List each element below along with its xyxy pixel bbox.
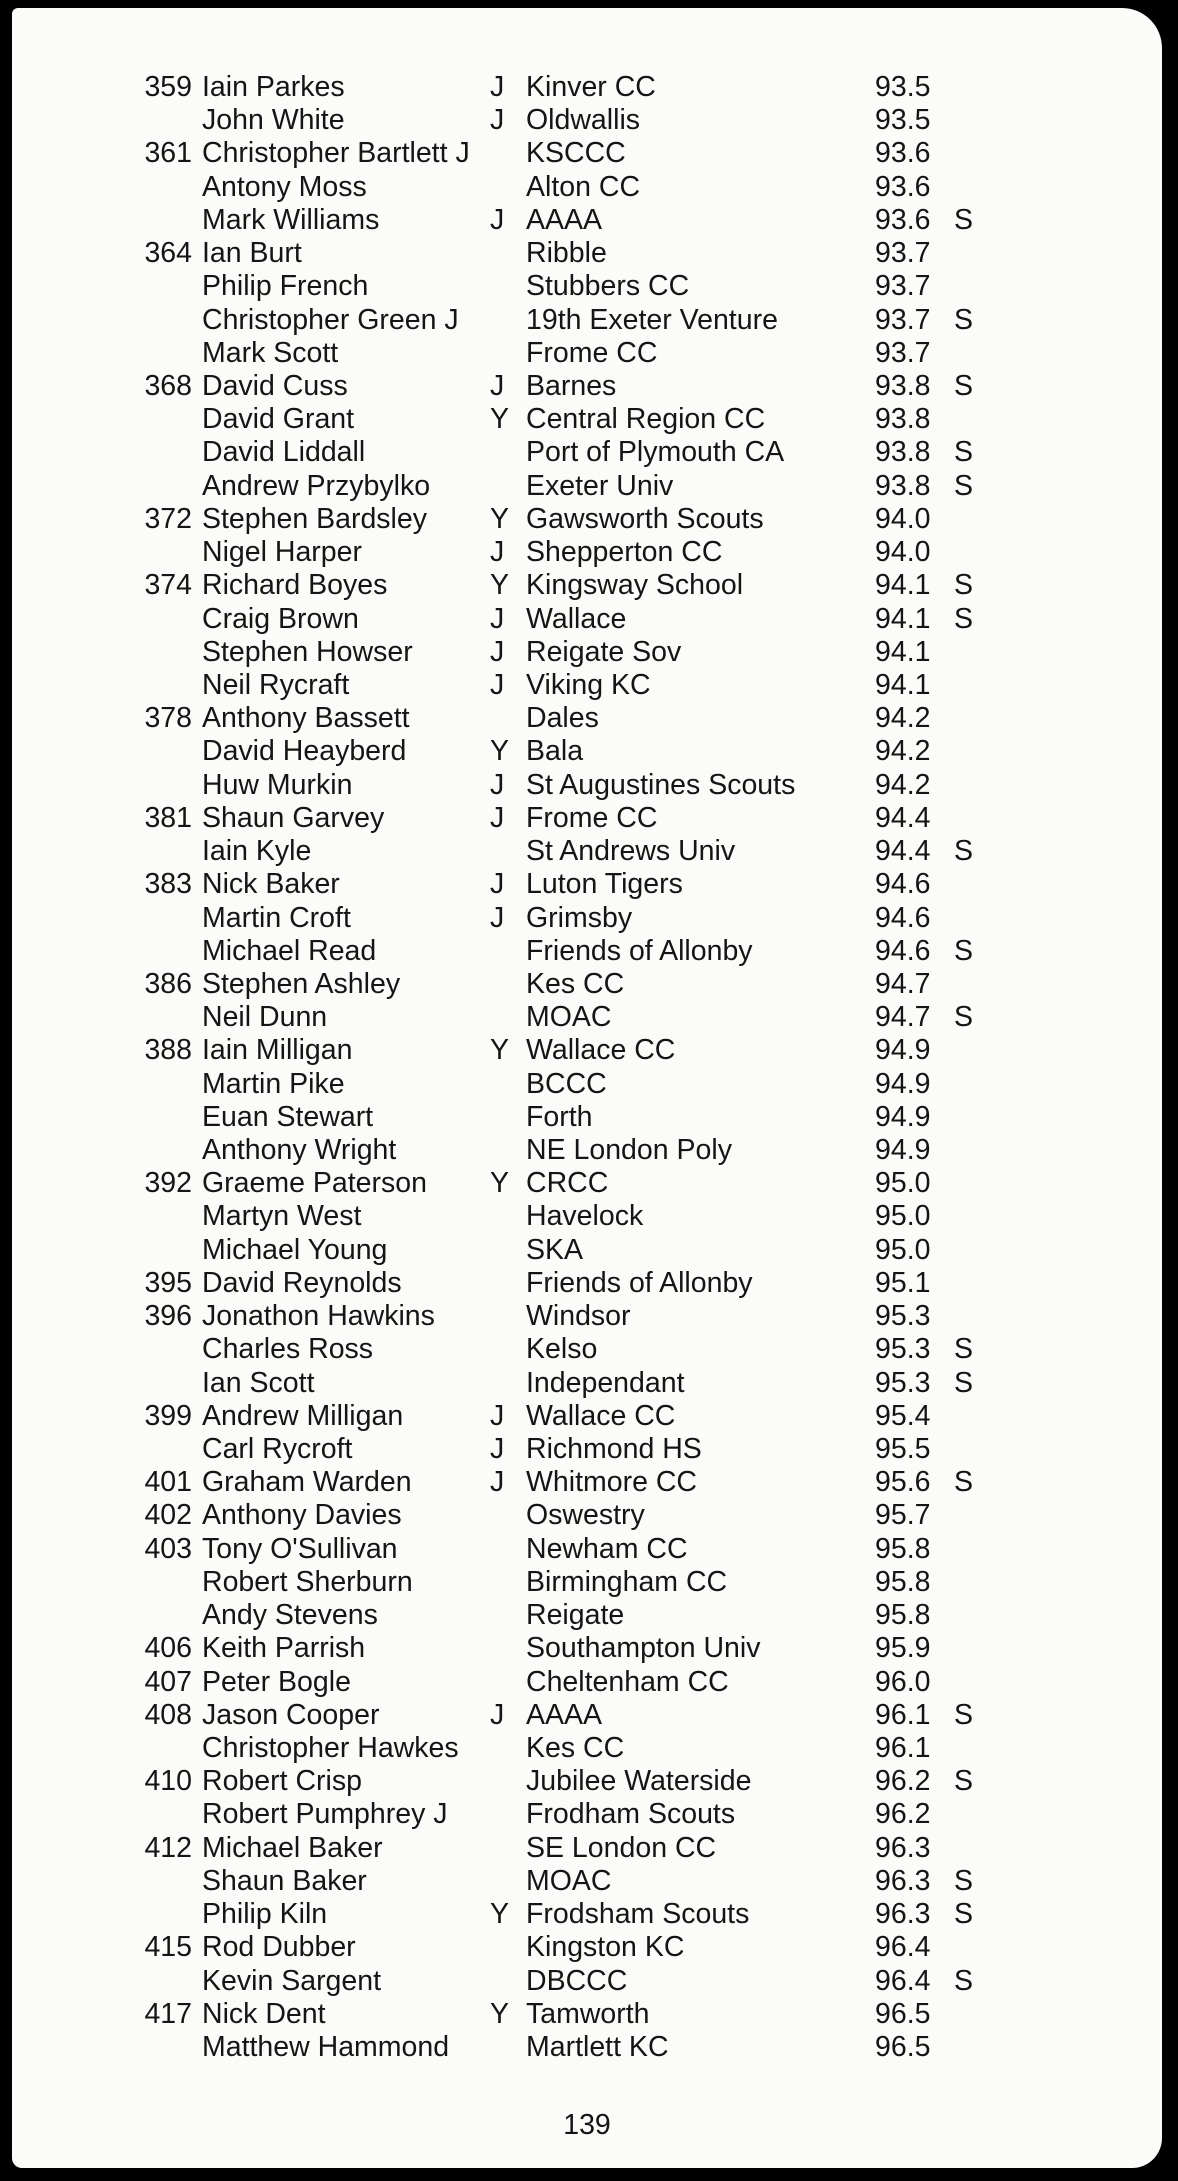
competitor-name: Craig Brown — [202, 602, 359, 635]
club-name: MOAC — [526, 1864, 612, 1897]
result-time: 93.7 — [875, 237, 931, 270]
category-mark: Y — [490, 569, 510, 602]
club-name: Viking KC — [526, 668, 651, 701]
position-number: 406 — [144, 1632, 192, 1665]
result-time: 95.3 — [875, 1333, 931, 1366]
club-name: Havelock — [526, 1200, 644, 1233]
club-name: Friends of Allonby — [526, 1266, 753, 1299]
result-time: 94.1 — [875, 569, 931, 602]
club-name: Kes CC — [526, 1732, 625, 1764]
competitor-name: Andy Stevens — [202, 1599, 378, 1632]
club-name: AAAA — [526, 1698, 603, 1731]
result-time: 95.5 — [875, 1433, 931, 1466]
competitor-name: Euan Stewart — [202, 1100, 374, 1133]
result-time: 94.9 — [875, 1067, 931, 1100]
club-name: Oswestry — [526, 1499, 645, 1532]
club-name: Kelso — [526, 1333, 598, 1366]
club-name: Frome CC — [526, 336, 658, 369]
result-time: 94.7 — [875, 967, 931, 1000]
flag-mark: S — [954, 436, 974, 469]
competitor-name: Kevin Sargent — [202, 1964, 382, 1997]
result-time: 95.4 — [875, 1399, 931, 1432]
club-name: Port of Plymouth CA — [526, 436, 785, 469]
competitor-name: Christopher Hawkes — [202, 1732, 459, 1764]
position-number: 395 — [144, 1266, 192, 1299]
result-time: 93.7 — [875, 336, 931, 369]
club-name: DBCCC — [526, 1964, 628, 1997]
club-name: KSCCC — [526, 137, 626, 170]
category-mark: J — [490, 1433, 505, 1466]
competitor-name: Michael Young — [202, 1233, 388, 1266]
result-time: 93.7 — [875, 270, 931, 303]
competitor-name: Christopher Bartlett J — [202, 137, 470, 170]
competitor-name: Graham Warden — [202, 1466, 412, 1499]
category-mark: Y — [490, 403, 510, 436]
result-time: 94.9 — [875, 1100, 931, 1133]
competitor-name: Huw Murkin — [202, 768, 353, 801]
club-name: Richmond HS — [526, 1433, 702, 1466]
competitor-name: Robert Crisp — [202, 1765, 362, 1798]
competitor-name: Shaun Baker — [202, 1864, 367, 1897]
position-number: 361 — [144, 137, 192, 170]
club-name: Whitmore CC — [526, 1466, 698, 1499]
club-name: Bala — [526, 735, 584, 768]
competitor-name: Nigel Harper — [202, 536, 362, 569]
club-name: Gawsworth Scouts — [526, 502, 764, 535]
position-number: 392 — [144, 1167, 192, 1200]
club-name: Forth — [526, 1100, 593, 1133]
competitor-name: David Grant — [202, 403, 355, 436]
position-number: 388 — [144, 1034, 192, 1067]
result-time: 96.0 — [875, 1665, 931, 1698]
club-name: Friends of Allonby — [526, 934, 753, 967]
competitor-name: Matthew Hammond — [202, 2030, 450, 2063]
category-mark: J — [490, 801, 505, 834]
result-time: 95.9 — [875, 1632, 931, 1665]
result-time: 95.6 — [875, 1466, 931, 1499]
result-time: 94.1 — [875, 602, 931, 635]
club-name: Birmingham CC — [526, 1565, 728, 1598]
result-time: 96.5 — [875, 1997, 931, 2030]
competitor-name: Iain Kyle — [202, 835, 312, 868]
result-time: 93.8 — [875, 403, 931, 436]
club-name: Reigate — [526, 1599, 625, 1632]
club-name: SKA — [526, 1233, 584, 1266]
competitor-name: Martyn West — [202, 1200, 362, 1233]
competitor-name: Nick Dent — [202, 1997, 326, 2030]
competitor-name: Iain Milligan — [202, 1034, 353, 1067]
competitor-name: Carl Rycroft — [202, 1433, 353, 1466]
club-name: Kes CC — [526, 967, 625, 1000]
category-mark: J — [490, 1399, 505, 1432]
club-name: Kingsway School — [526, 569, 744, 602]
flag-mark: S — [954, 203, 974, 236]
result-time: 93.8 — [875, 369, 931, 402]
flag-mark: S — [954, 569, 974, 602]
category-mark: J — [490, 536, 505, 569]
club-name: Jubilee Waterside — [526, 1765, 752, 1798]
result-time: 93.5 — [875, 104, 931, 137]
result-time: 93.6 — [875, 170, 931, 203]
result-time: 93.6 — [875, 203, 931, 236]
position-number: 368 — [144, 369, 192, 402]
competitor-name: Keith Parrish — [202, 1632, 366, 1665]
club-name: 19th Exeter Venture — [526, 303, 778, 336]
club-name: Southampton Univ — [526, 1632, 761, 1665]
result-time: 95.0 — [875, 1200, 931, 1233]
competitor-name: John White — [202, 104, 345, 137]
result-time: 94.0 — [875, 502, 931, 535]
competitor-name: Stephen Howser — [202, 635, 413, 668]
position-number: 378 — [144, 702, 192, 735]
result-time: 95.8 — [875, 1532, 931, 1565]
competitor-name: Robert Sherburn — [202, 1565, 413, 1598]
category-mark: J — [490, 668, 505, 701]
result-time: 94.1 — [875, 668, 931, 701]
flag-mark: S — [954, 1864, 974, 1897]
club-name: Central Region CC — [526, 403, 766, 436]
category-mark: J — [490, 104, 505, 137]
result-time: 94.2 — [875, 768, 931, 801]
flag-mark: S — [954, 1366, 974, 1399]
competitor-name: Iain Parkes — [202, 71, 345, 103]
category-mark: Y — [490, 1997, 510, 2030]
competitor-name: Antony Moss — [202, 170, 367, 203]
category-mark: J — [490, 1698, 505, 1731]
category-mark: J — [490, 369, 505, 402]
club-name: AAAA — [526, 203, 603, 236]
result-time: 94.6 — [875, 901, 931, 934]
category-mark: J — [490, 901, 505, 934]
category-mark: J — [490, 635, 505, 668]
competitor-name: Nick Baker — [202, 868, 340, 901]
competitor-name: Neil Rycraft — [202, 668, 350, 701]
competitor-name: David Heayberd — [202, 735, 407, 768]
competitor-name: Tony O'Sullivan — [202, 1532, 398, 1565]
competitor-name: Philip French — [202, 270, 369, 303]
competitor-name: Martin Pike — [202, 1067, 345, 1100]
competitor-name: Andrew Milligan — [202, 1399, 404, 1432]
result-time: 94.7 — [875, 1001, 931, 1034]
competitor-name: Jonathon Hawkins — [202, 1300, 435, 1333]
result-time: 95.3 — [875, 1300, 931, 1333]
position-number: 412 — [144, 1831, 192, 1864]
flag-mark: S — [954, 1698, 974, 1731]
club-name: SE London CC — [526, 1831, 717, 1864]
club-name: Shepperton CC — [526, 536, 723, 569]
club-name: Oldwallis — [526, 104, 641, 137]
competitor-name: Mark Williams — [202, 203, 380, 236]
competitor-name: Michael Baker — [202, 1831, 383, 1864]
result-time: 95.7 — [875, 1499, 931, 1532]
results-page — [12, 8, 1162, 2168]
competitor-name: David Reynolds — [202, 1266, 402, 1299]
competitor-name: Martin Croft — [202, 901, 351, 934]
result-time: 94.2 — [875, 702, 931, 735]
result-time: 94.6 — [875, 934, 931, 967]
position-number: 396 — [144, 1300, 192, 1333]
club-name: Wallace CC — [526, 1034, 676, 1067]
competitor-name: Stephen Bardsley — [202, 502, 427, 535]
club-name: Frome CC — [526, 801, 658, 834]
category-mark: J — [490, 868, 505, 901]
result-time: 93.8 — [875, 436, 931, 469]
category-mark: J — [490, 203, 505, 236]
club-name: Stubbers CC — [526, 270, 690, 303]
result-time: 94.9 — [875, 1034, 931, 1067]
category-mark: Y — [490, 1167, 510, 1200]
result-time: 96.3 — [875, 1831, 931, 1864]
competitor-name: David Liddall — [202, 436, 366, 469]
position-number: 386 — [144, 967, 192, 1000]
competitor-name: Rod Dubber — [202, 1931, 356, 1964]
category-mark: Y — [490, 1034, 510, 1067]
club-name: Barnes — [526, 369, 617, 402]
position-number: 401 — [144, 1466, 192, 1499]
result-time: 94.9 — [875, 1134, 931, 1167]
competitor-name: Peter Bogle — [202, 1665, 351, 1698]
club-name: Kinver CC — [526, 71, 656, 103]
result-time: 96.3 — [875, 1898, 931, 1931]
flag-mark: S — [954, 1333, 974, 1366]
club-name: Reigate Sov — [526, 635, 682, 668]
club-name: Frodsham Scouts — [526, 1898, 750, 1931]
position-number: 374 — [144, 569, 192, 602]
competitor-name: Jason Cooper — [202, 1698, 380, 1731]
position-number: 403 — [144, 1532, 192, 1565]
result-time: 95.3 — [875, 1366, 931, 1399]
flag-mark: S — [954, 1765, 974, 1798]
position-number: 408 — [144, 1698, 192, 1731]
category-mark: J — [490, 602, 505, 635]
flag-mark: S — [954, 1964, 974, 1997]
competitor-name: Michael Read — [202, 934, 377, 967]
club-name: MOAC — [526, 1001, 612, 1034]
position-number: 407 — [144, 1665, 192, 1698]
position-number: 402 — [144, 1499, 192, 1532]
competitor-name: Shaun Garvey — [202, 801, 385, 834]
club-name: Grimsby — [526, 901, 633, 934]
club-name: Cheltenham CC — [526, 1665, 729, 1698]
flag-mark: S — [954, 1898, 974, 1931]
page-number: 139 — [563, 2109, 611, 2141]
position-number: 359 — [144, 71, 192, 103]
competitor-name: Ian Burt — [202, 237, 302, 270]
club-name: St Andrews Univ — [526, 835, 736, 868]
competitor-name: Stephen Ashley — [202, 967, 401, 1000]
club-name: Windsor — [526, 1300, 631, 1333]
competitor-name: Ian Scott — [202, 1366, 315, 1399]
flag-mark: S — [954, 303, 974, 336]
flag-mark: S — [954, 602, 974, 635]
club-name: Dales — [526, 702, 599, 735]
club-name: Independant — [526, 1366, 685, 1399]
position-number: 399 — [144, 1399, 192, 1432]
competitor-name: Christopher Green J — [202, 303, 459, 336]
position-number: 417 — [144, 1997, 192, 2030]
competitor-name: Neil Dunn — [202, 1001, 328, 1034]
competitor-name: Robert Pumphrey J — [202, 1798, 448, 1831]
competitor-name: Charles Ross — [202, 1333, 374, 1366]
competitor-name: Anthony Wright — [202, 1134, 397, 1167]
competitor-name: Anthony Bassett — [202, 702, 410, 735]
club-name: BCCC — [526, 1067, 607, 1100]
result-time: 95.1 — [875, 1266, 931, 1299]
club-name: Frodham Scouts — [526, 1798, 736, 1831]
result-time: 94.6 — [875, 868, 931, 901]
result-time: 94.4 — [875, 835, 931, 868]
result-time: 96.2 — [875, 1765, 931, 1798]
result-time: 93.6 — [875, 137, 931, 170]
position-number: 410 — [144, 1765, 192, 1798]
result-time: 96.5 — [875, 2030, 931, 2063]
position-number: 383 — [144, 868, 192, 901]
result-time: 94.2 — [875, 735, 931, 768]
category-mark: Y — [490, 1898, 510, 1931]
competitor-name: David Cuss — [202, 369, 348, 402]
competitor-name: Richard Boyes — [202, 569, 388, 602]
category-mark: Y — [490, 735, 510, 768]
competitor-name: Andrew Przybylko — [202, 469, 431, 502]
club-name: CRCC — [526, 1167, 609, 1200]
position-number: 381 — [144, 801, 192, 834]
result-time: 95.8 — [875, 1599, 931, 1632]
club-name: Luton Tigers — [526, 868, 683, 901]
flag-mark: S — [954, 1466, 974, 1499]
club-name: Exeter Univ — [526, 469, 674, 502]
result-time: 96.1 — [875, 1698, 931, 1731]
flag-mark: S — [954, 835, 974, 868]
result-time: 93.8 — [875, 469, 931, 502]
club-name: Alton CC — [526, 170, 641, 203]
flag-mark: S — [954, 934, 974, 967]
club-name: Newham CC — [526, 1532, 688, 1565]
result-time: 96.4 — [875, 1931, 931, 1964]
position-number: 415 — [144, 1931, 192, 1964]
flag-mark: S — [954, 369, 974, 402]
club-name: Kingston KC — [526, 1931, 685, 1964]
result-time: 96.4 — [875, 1964, 931, 1997]
club-name: Wallace — [526, 602, 627, 635]
club-name: NE London Poly — [526, 1134, 732, 1167]
result-time: 96.1 — [875, 1732, 931, 1764]
club-name: Ribble — [526, 237, 607, 270]
club-name: Tamworth — [526, 1997, 650, 2030]
result-time: 94.0 — [875, 536, 931, 569]
flag-mark: S — [954, 1001, 974, 1034]
competitor-name: Graeme Paterson — [202, 1167, 427, 1200]
category-mark: J — [490, 1466, 505, 1499]
competitor-name: Philip Kiln — [202, 1898, 328, 1931]
result-time: 95.0 — [875, 1167, 931, 1200]
result-time: 94.4 — [875, 801, 931, 834]
result-time: 93.5 — [875, 71, 931, 103]
category-mark: Y — [490, 502, 510, 535]
result-time: 95.8 — [875, 1565, 931, 1598]
club-name: Martlett KC — [526, 2030, 669, 2063]
result-time: 96.2 — [875, 1798, 931, 1831]
competitor-name: Mark Scott — [202, 336, 339, 369]
category-mark: J — [490, 71, 505, 103]
club-name: Wallace CC — [526, 1399, 676, 1432]
flag-mark: S — [954, 469, 974, 502]
club-name: St Augustines Scouts — [526, 768, 796, 801]
result-time: 94.1 — [875, 635, 931, 668]
position-number: 364 — [144, 237, 192, 270]
result-time: 95.0 — [875, 1233, 931, 1266]
result-time: 96.3 — [875, 1864, 931, 1897]
competitor-name: Anthony Davies — [202, 1499, 402, 1532]
position-number: 372 — [144, 502, 192, 535]
result-time: 93.7 — [875, 303, 931, 336]
category-mark: J — [490, 768, 505, 801]
